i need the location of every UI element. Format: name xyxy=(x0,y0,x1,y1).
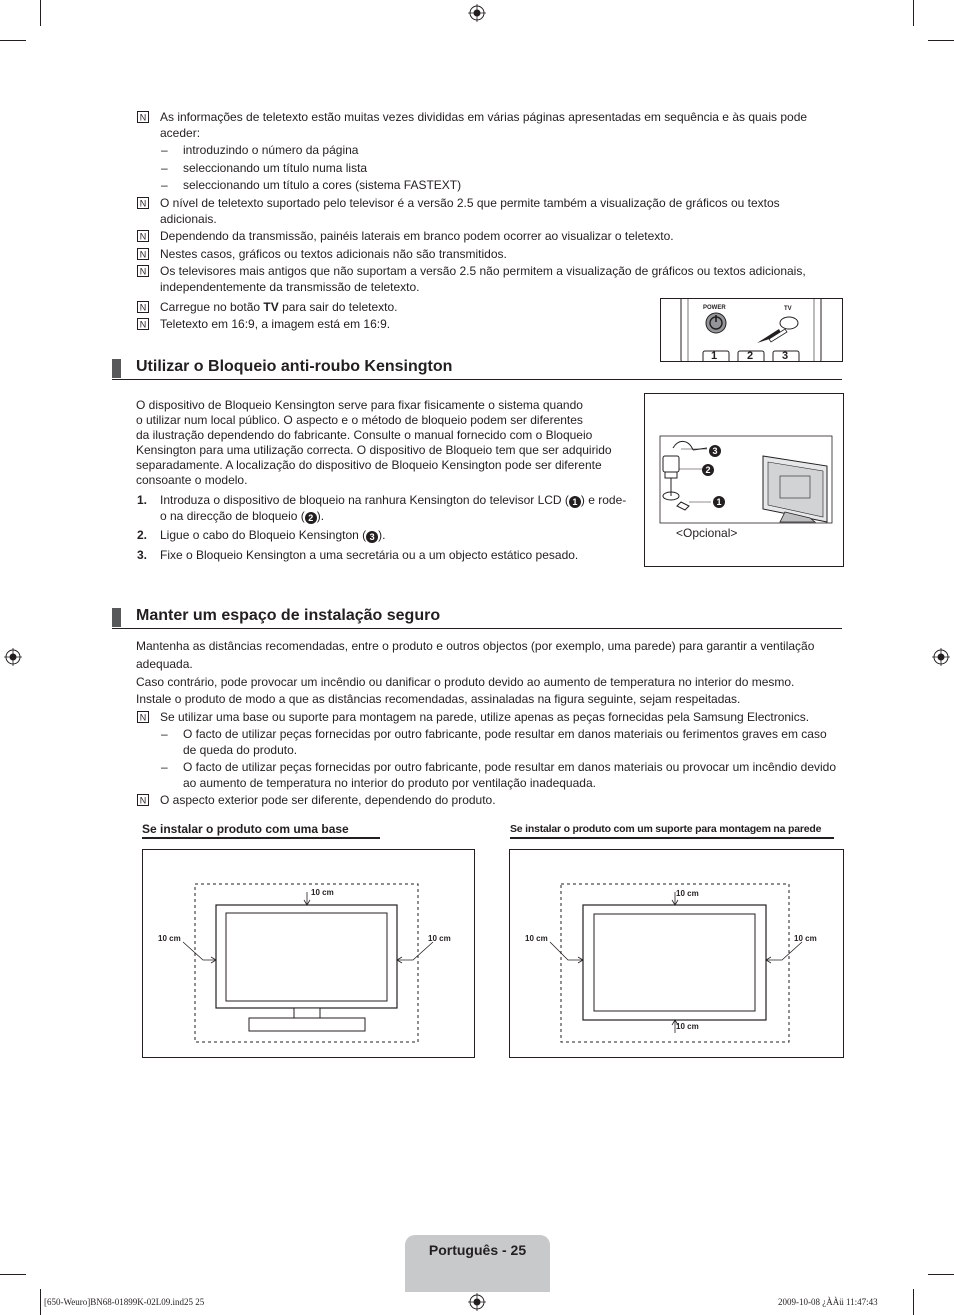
memo-note-icon xyxy=(137,265,149,277)
note-item xyxy=(137,792,827,808)
installation-paragraph: Instale o produto de modo a que as distâncias recomendadas, assinaladas na figura seguinte, sejam respeitadas. xyxy=(136,692,741,706)
section-heading-kensington xyxy=(112,357,842,380)
registration-mark-icon xyxy=(468,4,486,22)
note-item xyxy=(137,709,827,725)
crop-mark xyxy=(913,0,914,26)
registration-mark-icon xyxy=(468,1293,486,1311)
crop-mark xyxy=(928,40,954,41)
tv-label: TV xyxy=(784,306,792,312)
right-distance-label: 10 cm xyxy=(428,934,451,943)
crop-mark xyxy=(0,1274,26,1275)
installation-paragraph: Mantenha as distâncias recomendadas, entre o produto e outros objectos (por exemplo, uma parede) para garantir a ventilação adequada. xyxy=(136,639,815,671)
crop-mark xyxy=(0,40,26,41)
callout-1: 1 xyxy=(569,496,581,508)
optional-label: <Opcional> xyxy=(676,526,738,540)
remote-key-2: 2 xyxy=(747,350,754,362)
note-text: Os televisores mais antigos que não suportam a versão 2.5 não permitem a visualização de gráficos ou textos adicionais, independentemente da transmissão de teletexto. xyxy=(160,264,806,294)
dash-text: seleccionando um título a cores (sistema FASTEXT) xyxy=(183,178,462,192)
left-distance-label: 10 cm xyxy=(525,934,548,943)
dash-item: – introduzindo o número da página xyxy=(161,142,841,158)
step-item: 1. Introduza o dispositivo de bloqueio na ranhura Kensington do televisor LCD ( 1 ) e rode- o na direcção de bloqueio ( 2 ). xyxy=(137,493,627,523)
dash-item: – O facto de utilizar peças fornecidas por outro fabricante, pode resultar em danos materiais ou ferimentos graves em caso de queda do produto. xyxy=(161,726,841,758)
note-item xyxy=(137,246,827,262)
step-number: 3. xyxy=(137,548,148,562)
dash-item: – seleccionando um título a cores (sistema FASTEXT) xyxy=(161,177,841,193)
crop-mark xyxy=(40,1289,41,1315)
note-text: O nível de teletexto suportado pelo televisor é a versão 2.5 que permite também a visualização de gráficos ou textos adicionais. xyxy=(160,196,780,226)
svg-text:N: N xyxy=(139,712,147,723)
section-bar xyxy=(112,608,121,627)
dash-text: O facto de utilizar peças fornecidas por outro fabricante, pode resultar em danos materiais ou provocar um incêndio devido ao aumento de temperatura no interior do produto por ventilação inadequada. xyxy=(183,760,837,790)
step-item: 2. Ligue o cabo do Bloqueio Kensington ( 3 ). xyxy=(137,528,386,542)
svg-text:N: N xyxy=(139,249,147,260)
svg-text:N: N xyxy=(139,112,147,123)
memo-note-icon xyxy=(137,248,149,260)
note-item xyxy=(137,263,827,295)
section-title: Manter um espaço de instalação seguro xyxy=(136,607,441,624)
note-text: As informações de teletexto estão muitas vezes divididas em várias páginas apresentadas em sequência e às quais pode aceder: xyxy=(160,110,808,140)
registration-mark-icon xyxy=(4,648,22,666)
crop-mark xyxy=(928,1274,954,1275)
callout-2: 2 xyxy=(702,464,714,476)
note-text: Carregue no botão TV para sair do teletexto. xyxy=(160,300,398,314)
wall-mount-clearance-diagram xyxy=(509,849,844,1058)
bottom-distance-label: 10 cm xyxy=(676,1022,699,1031)
kensington-illustration xyxy=(644,393,844,567)
crop-mark xyxy=(913,1289,914,1315)
top-distance-label: 10 cm xyxy=(311,888,334,897)
kensington-intro: O dispositivo de Bloqueio Kensington serve para fixar fisicamente o sistema quando o utilizar num local público. O aspecto e o método de bloqueio podem ser diferentes da ilustração dependendo do fabricante. Consulte o manual fornecido com o Bloqueio Kensington para uma utilização correcta. O dispositivo de Bloqueio tem que ser adquirido separadamente. A localização do dispositivo de Bloqueio Kensington pode ser diferente consoante o modelo. xyxy=(136,398,612,487)
dash-text: seleccionando um título numa lista xyxy=(183,161,368,175)
power-label: POWER xyxy=(703,305,726,311)
installation-paragraph: Caso contrário, pode provocar um incêndio ou danificar o produto devido ao aumento de temperatura no interior do mesmo. xyxy=(136,675,795,689)
note-item xyxy=(137,299,637,315)
right-distance-label: 10 cm xyxy=(794,934,817,943)
note-item xyxy=(137,109,827,141)
stand-heading: Se instalar o produto com uma base xyxy=(142,821,380,839)
remote-illustration xyxy=(660,298,843,362)
print-file-info: [650-Weuro]BN68-01899K-02L09.ind25 25 xyxy=(44,1297,205,1307)
stand-clearance-diagram xyxy=(142,849,475,1058)
step-item: 3. Fixe o Bloqueio Kensington a uma secretária ou a um objecto estático pesado. xyxy=(137,548,579,562)
svg-text:N: N xyxy=(139,198,147,209)
remote-key-1: 1 xyxy=(711,350,718,362)
tv-with-stand-image xyxy=(143,850,474,1057)
svg-text:N: N xyxy=(139,266,147,277)
svg-text:N: N xyxy=(139,231,147,242)
note-item xyxy=(137,316,637,332)
svg-text:N: N xyxy=(139,319,147,330)
dash-item: – seleccionando um título numa lista xyxy=(161,160,841,176)
memo-note-icon xyxy=(137,318,149,330)
page-number: Português - 25 xyxy=(428,1242,527,1258)
print-date-info: 2009-10-08 ¿ÀÀü 11:47:43 xyxy=(778,1297,878,1307)
remote-key-3: 3 xyxy=(782,350,789,362)
step-number: 2. xyxy=(137,528,148,542)
svg-text:N: N xyxy=(139,302,147,313)
step-number: 1. xyxy=(137,493,148,507)
note-text: Dependendo da transmissão, painéis laterais em branco podem ocorrer ao visualizar o teletexto. xyxy=(160,229,674,243)
callout-3: 3 xyxy=(709,445,721,457)
callout-3: 3 xyxy=(366,531,378,543)
top-distance-label: 10 cm xyxy=(676,889,699,898)
registration-mark-icon xyxy=(932,648,950,666)
note-text: Se utilizar uma base ou suporte para montagem na parede, utilize apenas as peças fornecidas pela Samsung Electronics. xyxy=(160,710,810,724)
page-number-tab xyxy=(405,1235,550,1292)
callout-1: 1 xyxy=(713,496,725,508)
dash-text: introduzindo o número da página xyxy=(183,143,359,157)
callout-2: 2 xyxy=(305,512,317,524)
memo-note-icon xyxy=(137,111,149,123)
kensington-lock-image xyxy=(645,394,843,566)
section-title: Utilizar o Bloqueio anti-roubo Kensington xyxy=(136,358,453,375)
memo-note-icon xyxy=(137,301,149,313)
wall-heading: Se instalar o produto com um suporte para montagem na parede xyxy=(510,821,834,839)
crop-mark xyxy=(40,0,41,26)
memo-note-icon xyxy=(137,711,149,723)
memo-note-icon xyxy=(137,230,149,242)
note-item xyxy=(137,195,827,227)
note-text: O aspecto exterior pode ser diferente, dependendo do produto. xyxy=(160,793,496,807)
memo-note-icon xyxy=(137,197,149,209)
note-text: Nestes casos, gráficos ou textos adicionais não são transmitidos. xyxy=(160,247,507,261)
section-heading-installation xyxy=(112,606,842,629)
note-text: Teletexto em 16:9, a imagem está em 16:9. xyxy=(160,317,391,331)
dash-item: – O facto de utilizar peças fornecidas por outro fabricante, pode resultar em danos materiais ou provocar um incêndio devido ao aumento de temperatura no interior do produto por ventilação inadequada. xyxy=(161,759,841,791)
memo-note-icon xyxy=(137,794,149,806)
section-bar xyxy=(112,359,121,378)
note-item xyxy=(137,228,827,244)
left-distance-label: 10 cm xyxy=(158,934,181,943)
tv-button-label: TV xyxy=(263,300,279,314)
dash-text: O facto de utilizar peças fornecidas por outro fabricante, pode resultar em danos materiais ou ferimentos graves em caso de queda do produto. xyxy=(183,727,827,757)
svg-text:N: N xyxy=(139,795,147,806)
